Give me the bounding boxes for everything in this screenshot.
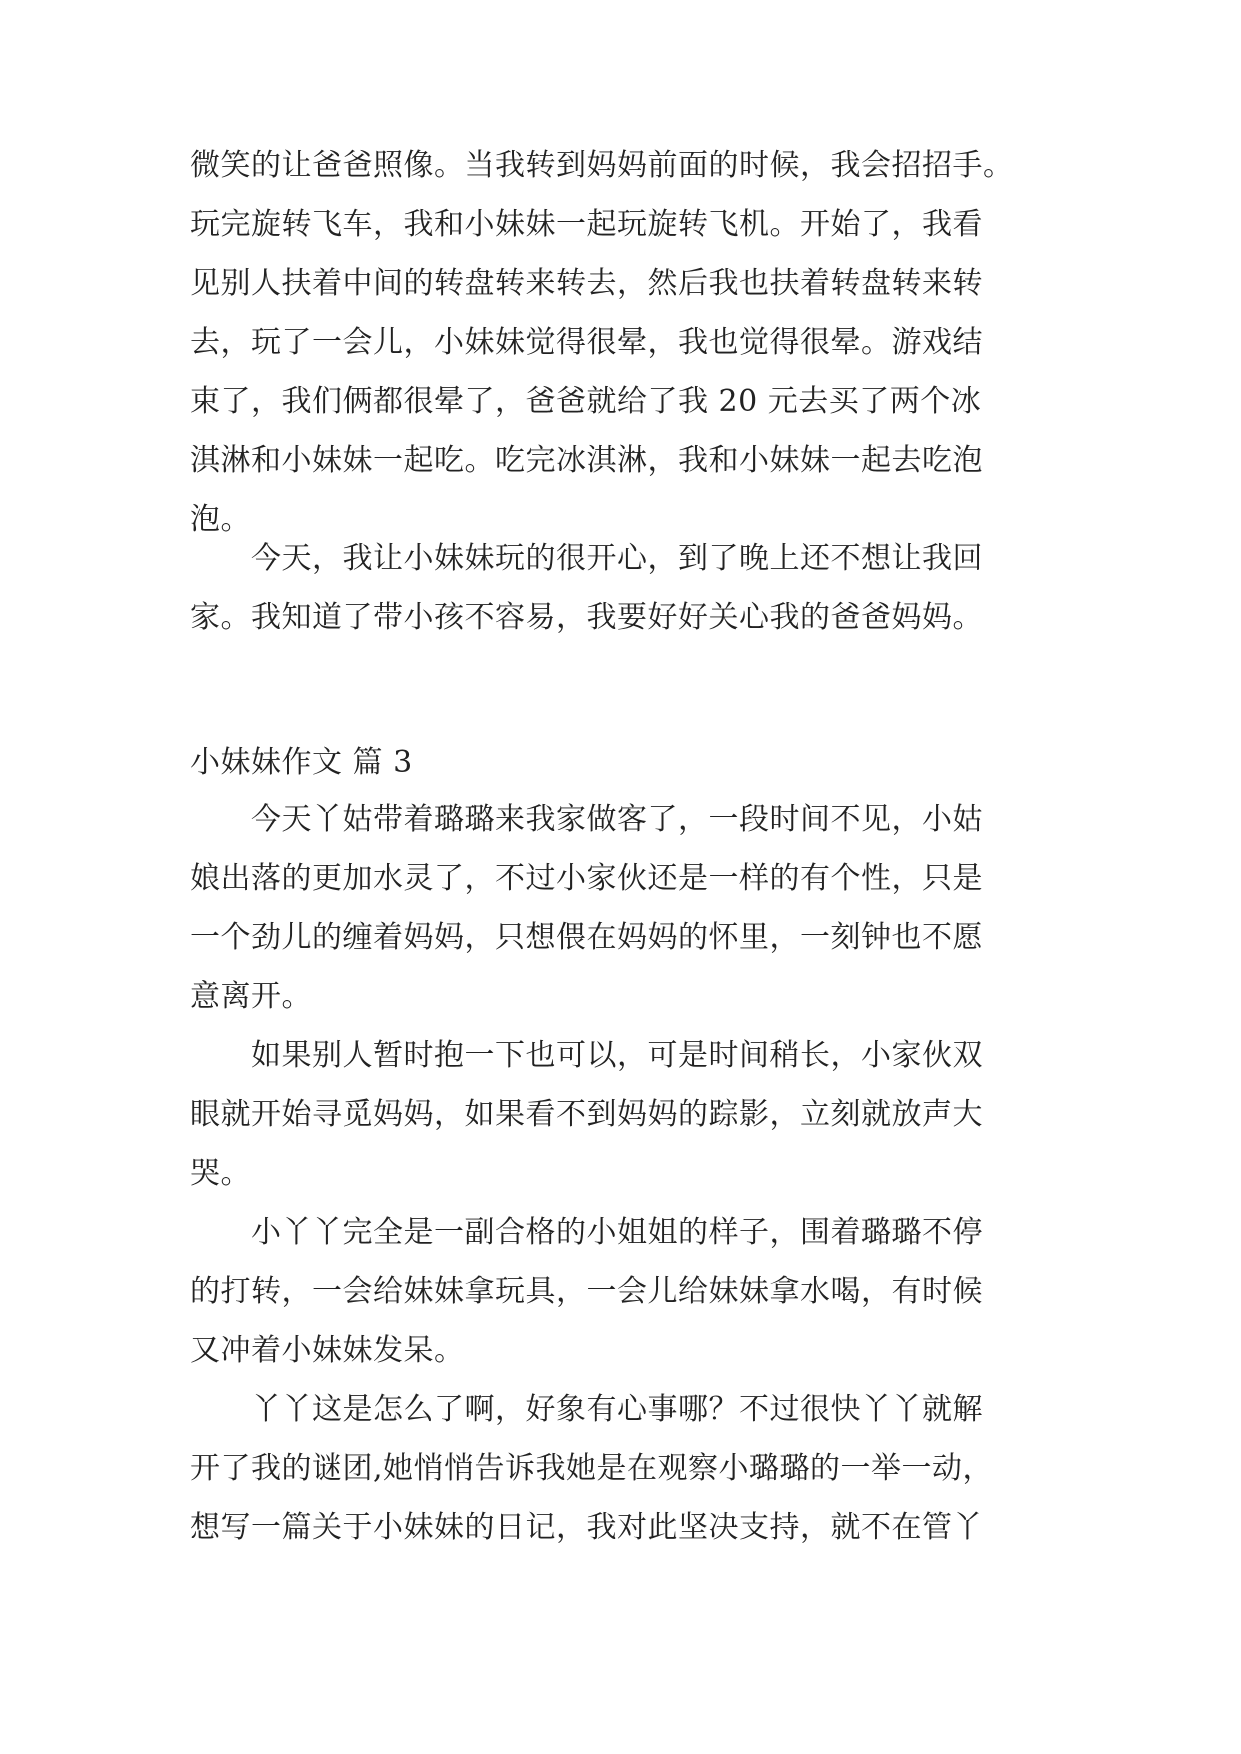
paragraph-diary xyxy=(190,1390,1070,1548)
text-line: 玩完旋转飞车，我和小妹妹一起玩旋转飞机。开始了，我看 xyxy=(190,207,983,242)
text-line: 的打转，一会给妹妹拿玩具，一会儿给妹妹拿水喝，有时候 xyxy=(190,1274,983,1309)
text-line: 今天，我让小妹妹玩的很开心，到了晚上还不想让我回 xyxy=(190,541,983,576)
text-line: 今天丫姑带着璐璐来我家做客了，一段时间不见，小姑 xyxy=(190,802,983,837)
text-line: 小丫丫完全是一副合格的小姐姐的样子，围着璐璐不停 xyxy=(190,1215,983,1250)
text-line: 哭。 xyxy=(190,1156,251,1191)
text-line: 淇淋和小妹妹一起吃。吃完冰淇淋，我和小妹妹一起去吃泡 xyxy=(190,443,983,478)
text-line: 开了我的谜团,她悄悄告诉我她是在观察小璐璐的一举一动， xyxy=(190,1451,994,1486)
text-line: 家。我知道了带小孩不容易，我要好好关心我的爸爸妈妈。 xyxy=(190,600,983,635)
paragraph-crying xyxy=(190,1036,1070,1194)
text-line: 一个劲儿的缠着妈妈，只想偎在妈妈的怀里，一刻钟也不愿 xyxy=(190,920,983,955)
text-line: 见别人扶着中间的转盘转来转去，然后我也扶着转盘转来转 xyxy=(190,266,983,301)
section-title-text: 小妹妹作文 篇 3 xyxy=(190,745,413,780)
text-line: 泡。 xyxy=(190,502,251,537)
text-line: 想写一篇关于小妹妹的日记，我对此坚决支持，就不在管丫 xyxy=(190,1510,983,1545)
paragraph-conclusion xyxy=(190,539,1070,638)
paragraph-big-sister xyxy=(190,1213,1070,1371)
paragraph-visit xyxy=(190,800,1070,1017)
text-line: 意离开。 xyxy=(190,979,312,1014)
text-line: 丫丫这是怎么了啊，好象有心事哪？不过很快丫丫就解 xyxy=(190,1392,983,1427)
text-line: 微笑的让爸爸照像。当我转到妈妈前面的时候，我会招招手。 xyxy=(190,148,1014,183)
section-title xyxy=(190,743,1070,783)
paragraph-continued xyxy=(190,146,1070,540)
text-line: 束了，我们俩都很晕了，爸爸就给了我 20 元去买了两个冰 xyxy=(190,384,982,419)
text-line: 如果别人暂时抱一下也可以，可是时间稍长，小家伙双 xyxy=(190,1038,983,1073)
text-line: 又冲着小妹妹发呆。 xyxy=(190,1333,465,1368)
text-line: 娘出落的更加水灵了，不过小家伙还是一样的有个性，只是 xyxy=(190,861,983,896)
text-line: 去，玩了一会儿，小妹妹觉得很晕，我也觉得很晕。游戏结 xyxy=(190,325,983,360)
text-line: 眼就开始寻觅妈妈，如果看不到妈妈的踪影，立刻就放声大 xyxy=(190,1097,983,1132)
